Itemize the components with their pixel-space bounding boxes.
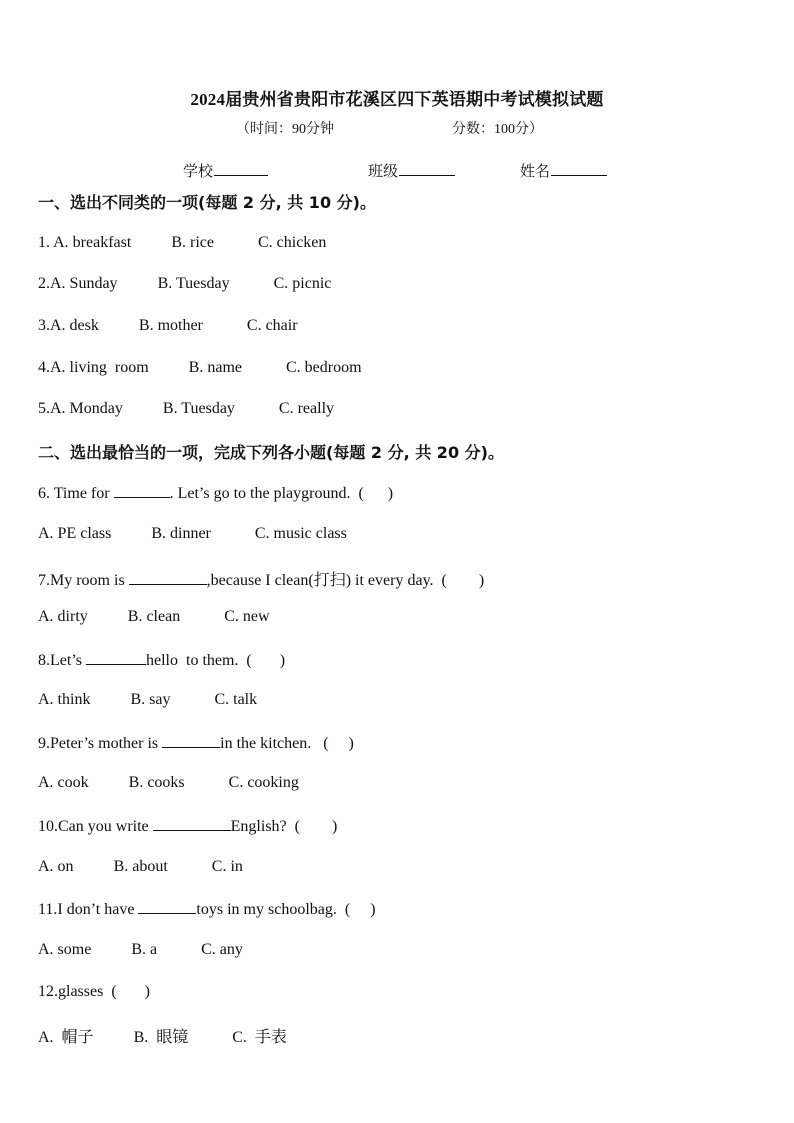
option-a: 1. A. breakfast xyxy=(38,234,132,251)
option-c: C. new xyxy=(224,608,270,625)
answer-blank[interactable] xyxy=(86,650,146,665)
question-11-text: 11.I don’t have xyxy=(38,901,139,918)
option-b: B. cooks xyxy=(128,774,185,791)
option-a: A. some xyxy=(38,941,92,958)
option-b: B. mother xyxy=(138,317,203,334)
option-a: 4.A. living room xyxy=(38,359,149,376)
option-a: A. dirty xyxy=(38,608,88,625)
option-b: B. a xyxy=(131,941,158,958)
question-9-options xyxy=(38,774,299,792)
option-c: C. really xyxy=(278,400,335,417)
option-a: A. think xyxy=(38,691,91,708)
answer-blank[interactable] xyxy=(153,816,231,831)
question-12-options xyxy=(38,1024,287,1047)
answer-blank[interactable] xyxy=(114,483,170,498)
question-8 xyxy=(38,650,285,670)
name-label: 姓名 xyxy=(520,164,551,180)
question-8-text-end: hello to them. ( ) xyxy=(146,652,286,669)
question-7-options xyxy=(38,608,270,626)
option-c: C. cooking xyxy=(228,774,299,791)
question-10 xyxy=(38,816,337,836)
option-b: B. name xyxy=(188,359,242,376)
question-5 xyxy=(38,400,334,418)
question-7-text-end: ,because I clean(打扫) it every day. ( ) xyxy=(206,572,485,589)
question-7-text: 7.My room is xyxy=(38,572,129,589)
answer-blank[interactable] xyxy=(138,899,196,914)
school-label: 学校 xyxy=(183,164,214,180)
option-b: B. about xyxy=(113,858,168,875)
option-a: 2.A. Sunday xyxy=(38,275,118,292)
option-c: C. in xyxy=(211,858,243,875)
option-b: B. Tuesday xyxy=(162,400,235,417)
question-8-text: 8.Let’s xyxy=(38,652,86,669)
question-6-text-end: . Let’s go to the playground. ( ) xyxy=(169,485,394,502)
option-b: B. 眼镜 xyxy=(133,1029,189,1046)
section2-heading: 二、选出最恰当的一项，完成下列各小题(每题 2 分, 共 20 分)。 xyxy=(38,443,504,462)
question-2 xyxy=(38,275,331,293)
question-10-text-end: English? ( ) xyxy=(230,818,338,835)
option-b: B. Tuesday xyxy=(157,275,230,292)
option-a: 3.A. desk xyxy=(38,317,99,334)
question-9 xyxy=(38,733,354,753)
question-8-options xyxy=(38,691,257,709)
question-6-options xyxy=(38,525,347,543)
question-10-options xyxy=(38,858,243,876)
option-b: B. say xyxy=(130,691,171,708)
exam-score: 分数：100分） xyxy=(452,122,543,137)
question-11-text-end: toys in my schoolbag. ( ) xyxy=(196,901,376,918)
option-b: B. clean xyxy=(127,608,181,625)
class-field xyxy=(368,160,455,181)
school-field xyxy=(183,160,268,181)
option-a: A. PE class xyxy=(38,525,112,542)
option-a: A. on xyxy=(38,858,74,875)
option-c: C. picnic xyxy=(273,275,332,292)
question-11-options xyxy=(38,941,243,959)
question-6 xyxy=(38,483,393,503)
class-blank[interactable] xyxy=(399,174,455,176)
question-4 xyxy=(38,359,362,377)
name-field xyxy=(520,160,607,181)
question-9-text: 9.Peter’s mother is xyxy=(38,735,163,752)
exam-time: （时间：90分钟 xyxy=(236,122,334,137)
option-b: B. rice xyxy=(171,234,214,251)
option-c: C. chicken xyxy=(257,234,327,251)
option-a: A. cook xyxy=(38,774,89,791)
option-c: C. music class xyxy=(254,525,347,542)
answer-blank[interactable] xyxy=(129,570,207,585)
option-c: C. chair xyxy=(246,317,298,334)
question-3 xyxy=(38,317,298,335)
question-7 xyxy=(38,567,484,590)
exam-title: 2024届贵州省贵阳市花溪区四下英语期中考试模拟试题 xyxy=(190,90,604,109)
answer-blank[interactable] xyxy=(162,733,220,748)
question-6-text: 6. Time for xyxy=(38,485,114,502)
option-b: B. dinner xyxy=(151,525,211,542)
section1-heading: 一、选出不同类的一项(每题 2 分, 共 10 分)。 xyxy=(38,193,376,212)
option-c: C. talk xyxy=(214,691,258,708)
question-11 xyxy=(38,899,376,919)
question-1 xyxy=(38,234,326,252)
option-c: C. any xyxy=(201,941,243,958)
name-blank[interactable] xyxy=(551,174,607,176)
option-c: C. bedroom xyxy=(286,359,362,376)
question-10-text: 10.Can you write xyxy=(38,818,153,835)
class-label: 班级 xyxy=(368,164,399,180)
option-a: 5.A. Monday xyxy=(38,400,123,417)
school-blank[interactable] xyxy=(214,174,268,176)
option-a: A. 帽子 xyxy=(38,1029,94,1046)
question-9-text-end: in the kitchen. ( ) xyxy=(220,735,354,752)
option-c: C. 手表 xyxy=(232,1029,287,1046)
question-12: 12.glasses ( ) xyxy=(38,983,150,1000)
